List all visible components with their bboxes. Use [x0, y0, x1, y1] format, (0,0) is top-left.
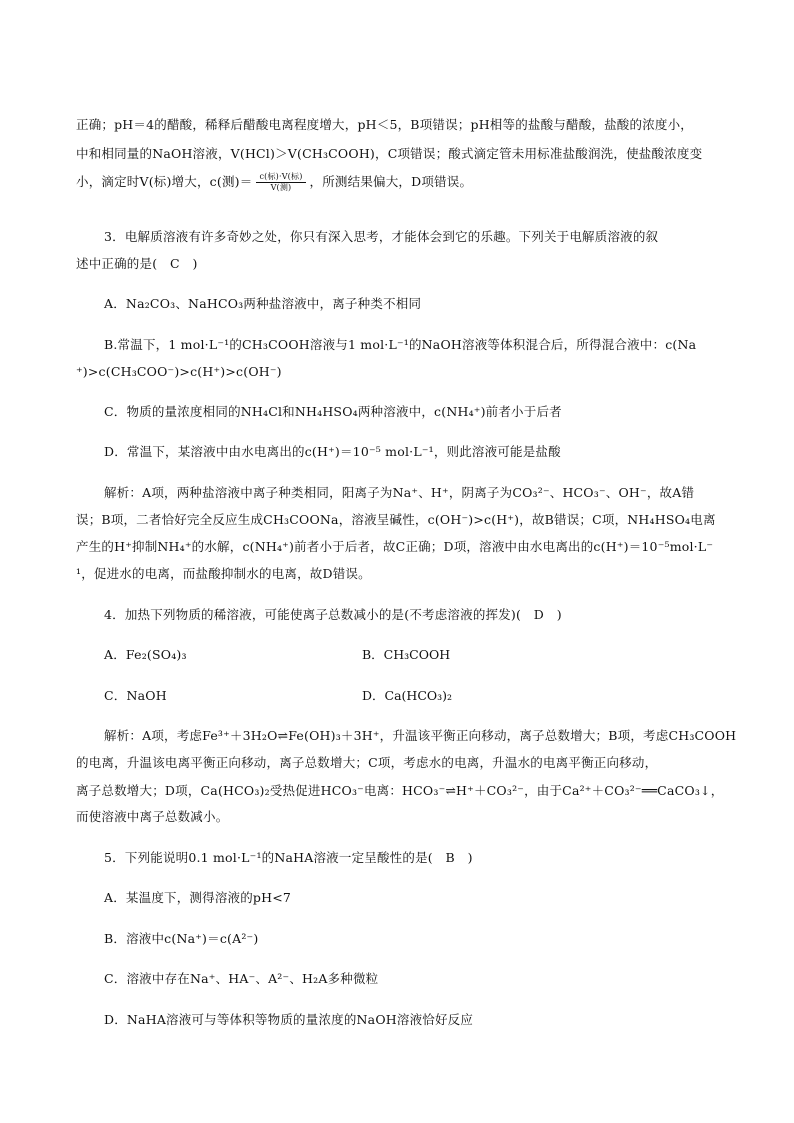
q3-analysis-line-3: 产生的H⁺抑制NH₄⁺的水解，c(NH₄⁺)前者小于后者，故C正确；D项，溶液中由水电离出的c(H⁺)＝10⁻⁵mol·L⁻ [76, 539, 714, 554]
q4-option-d: D．Ca(HCO₃)₂ [362, 688, 453, 703]
intro-line-2: 中和相同量的NaOH溶液，V(HCl)＞V(CH₃COOH)，C项错误；酸式滴定管未用标准盐酸润洗，使盐酸浓度变 [76, 146, 703, 161]
fraction-numerator: c(标)·V(标) [256, 172, 305, 183]
intro-line-3-post: ，所测结果偏大，D项错误。 [309, 174, 473, 189]
q3-analysis-line-4: ¹，促进水的电离，而盐酸抑制水的电离，故D错误。 [76, 566, 371, 581]
q4-analysis-line-1: 解析：A项，考虑Fe³⁺＋3H₂O⇌Fe(OH)₃＋3H⁺，升温该平衡正向移动，离子总数增大；B项，考虑CH₃COOH [104, 728, 737, 743]
q5-option-a: A．某温度下，测得溶液的pH<7 [104, 890, 292, 905]
q3-option-c: C．物质的量浓度相同的NH₄Cl和NH₄HSO₄两种溶液中，c(NH₄⁺)前者小于后者 [104, 404, 562, 419]
q5-option-c: C．溶液中存在Na⁺、HA⁻、A²⁻、H₂A多种微粒 [104, 971, 379, 986]
q4-analysis-line-4: 而使溶液中离子总数减小。 [76, 809, 229, 824]
q5-option-d: D．NaHA溶液可与等体积等物质的量浓度的NaOH溶液恰好反应 [104, 1012, 474, 1027]
q4-stem: 4．加热下列物质的稀溶液，可能使离子总数减小的是(不考虑溶液的挥发)( D ) [104, 607, 562, 622]
q3-option-b-line-1: B.常温下，1 mol·L⁻¹的CH₃COOH溶液与1 mol·L⁻¹的NaOH溶液等体积混合后，所得混合液中：c(Na [104, 337, 697, 352]
intro-line-3 [76, 172, 472, 193]
q5-option-b: B．溶液中c(Na⁺)＝c(A²⁻) [104, 931, 259, 946]
fraction-denominator: V(测) [270, 183, 292, 192]
q3-stem-line-2: 述中正确的是( C ) [76, 256, 198, 271]
q4-option-c: C．NaOH [104, 688, 167, 703]
q5-stem: 5．下列能说明0.1 mol·L⁻¹的NaHA溶液一定呈酸性的是( B ) [104, 850, 473, 865]
q4-option-a: A．Fe₂(SO₄)₃ [104, 647, 187, 662]
q3-analysis-line-2: 误；B项，二者恰好完全反应生成CH₃COONa，溶液呈碱性，c(OH⁻)>c(H⁺)，故B错误；C项，NH₄HSO₄电离 [76, 512, 716, 527]
q4-analysis-line-2: 的电离，升温该电离平衡正向移动，离子总数增大；C项，考虑水的电离，升温水的电离平衡正向移动， [76, 755, 658, 770]
intro-line-3-pre: 小，滴定时V(标)增大，c(测)＝ [76, 174, 253, 189]
q3-analysis-line-1: 解析：A项，两种盐溶液中离子种类相同，阳离子为Na⁺、H⁺，阴离子为CO₃²⁻、HCO₃⁻、OH⁻，故A错 [104, 485, 695, 500]
q3-option-a: A．Na₂CO₃、NaHCO₃两种盐溶液中，离子种类不相同 [104, 296, 422, 311]
q4-option-b: B．CH₃COOH [362, 647, 451, 662]
fraction [256, 172, 305, 193]
q4-analysis-line-3: 离子总数增大；D项，Ca(HCO₃)₂受热促进HCO₃⁻电离：HCO₃⁻⇌H⁺＋CO₃²⁻，由于Ca²⁺＋CO₃²⁻══CaCO₃↓， [76, 783, 724, 798]
q3-option-d: D．常温下，某溶液中由水电离出的c(H⁺)＝10⁻⁵ mol·L⁻¹，则此溶液可能是盐酸 [104, 444, 561, 459]
q3-stem-line-1: 3．电解质溶液有许多奇妙之处，你只有深入思考，才能体会到它的乐趣。下列关于电解质溶液的叙 [104, 229, 659, 244]
intro-line-1: 正确；pH＝4的醋酸，稀释后醋酸电离程度增大，pH＜5，B项错误；pH相等的盐酸与醋酸，盐酸的浓度小， [76, 117, 694, 132]
q3-option-b-line-2: ⁺)>c(CH₃COO⁻)>c(H⁺)>c(OH⁻) [76, 364, 282, 379]
